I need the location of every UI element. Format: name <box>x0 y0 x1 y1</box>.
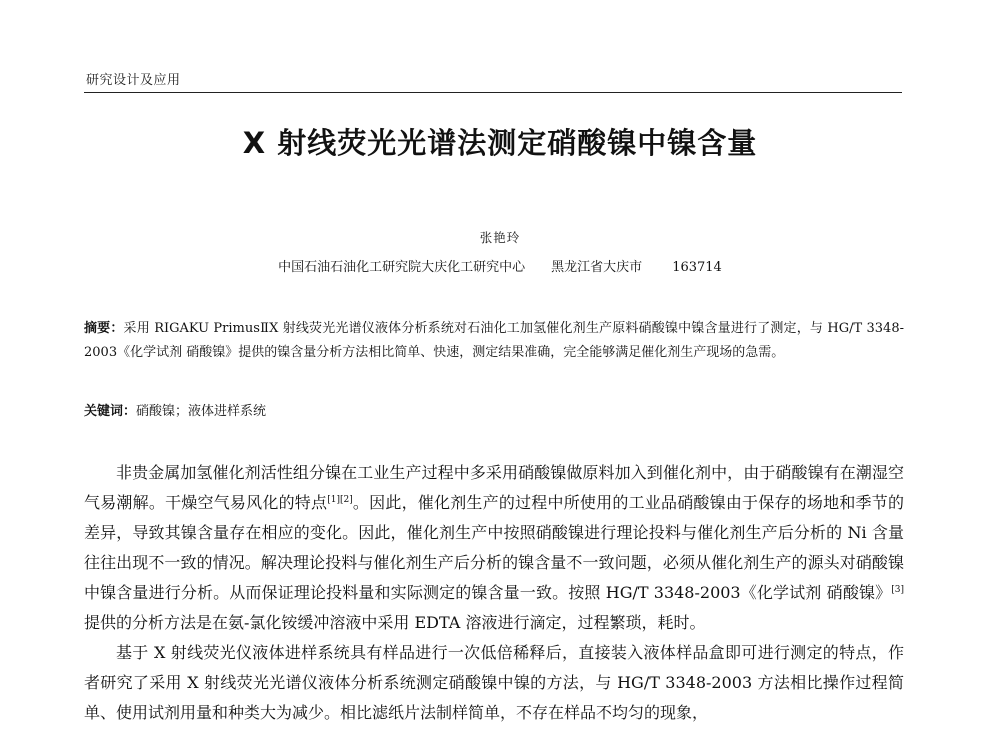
affiliation-location: 黑龙江省大庆市 <box>551 260 643 275</box>
header-rule <box>84 92 902 93</box>
author-affiliation <box>0 259 1000 277</box>
body-paragraph-1-part-1: 非贵金属加氢催化剂活性组分镍在工业生产过程中多采用硝酸镍做原料加入到催化剂中，由于硝酸镍有在潮湿空气易潮解。干燥空气易风化的特点 <box>84 463 904 512</box>
citation-ref-3: [3] <box>891 585 904 595</box>
body-paragraph-2: 基于 X 射线荧光仪液体进样系统具有样品进行一次低倍稀释后，直接装入液体样品盒即可进行测定的特点，作者研究了采用 X 射线荧光光谱仪液体分析系统测定硝酸镍中镍的方法，与 HG/T 3348-2003 方法相比操作过程简单、使用试剂用量和种类大为减少。相比滤纸片法制样简单，不存在样品不均匀的现象， <box>84 643 904 722</box>
abstract-label: 摘要： <box>84 321 124 336</box>
keywords-text: 硝酸镍；液体进样系统 <box>136 404 267 419</box>
abstract <box>84 317 904 365</box>
body-paragraph-1-part-3: 提供的分析方法是在氨-氯化铵缓冲溶液中采用 EDTA 溶液进行滴定，过程繁琐，耗时。 <box>84 613 706 632</box>
body-paragraph-1 <box>84 458 904 638</box>
body-paragraph-1-part-2: 。因此，催化剂生产的过程中所使用的工业品硝酸镍由于保存的场地和季节的差异，导致其镍含量存在相应的变化。因此，催化剂生产中按照硝酸镍进行理论投料与催化剂生产后分析的 Ni 含量往往出现不一致的情况。解决理论投料与催化剂生产后分析的镍含量不一致问题，必须从催化剂生产的源头对硝酸镍中镍含量进行分析。从而保证理论投料量和实际测定的镍含量一致。按照 HG/T 3348-2003《化学试剂 硝酸镍》 <box>84 493 904 602</box>
running-header: 研究设计及应用 <box>86 73 181 88</box>
abstract-text: 采用 RIGAKU PrimusⅡX 射线荧光光谱仪液体分析系统对石油化工加氢催化剂生产原料硝酸镍中镍含量进行了测定，与 HG/T 3348-2003《化学试剂 硝酸镍》提供的镍含量分析方法相比简单、快速，测定结果准确，完全能够满足催化剂生产现场的急需。 <box>84 321 904 360</box>
body-text <box>84 458 904 728</box>
keywords <box>84 401 904 423</box>
keywords-label: 关键词： <box>84 404 137 419</box>
affiliation-postcode: 163714 <box>672 260 722 275</box>
affiliation-institution: 中国石油石油化工研究院大庆化工研究中心 <box>278 260 526 275</box>
article-title: X 射线荧光光谱法测定硝酸镍中镍含量 <box>242 126 758 160</box>
citation-ref-1-2: [1][2] <box>327 495 353 505</box>
author-name: 张艳玲 <box>479 230 521 245</box>
